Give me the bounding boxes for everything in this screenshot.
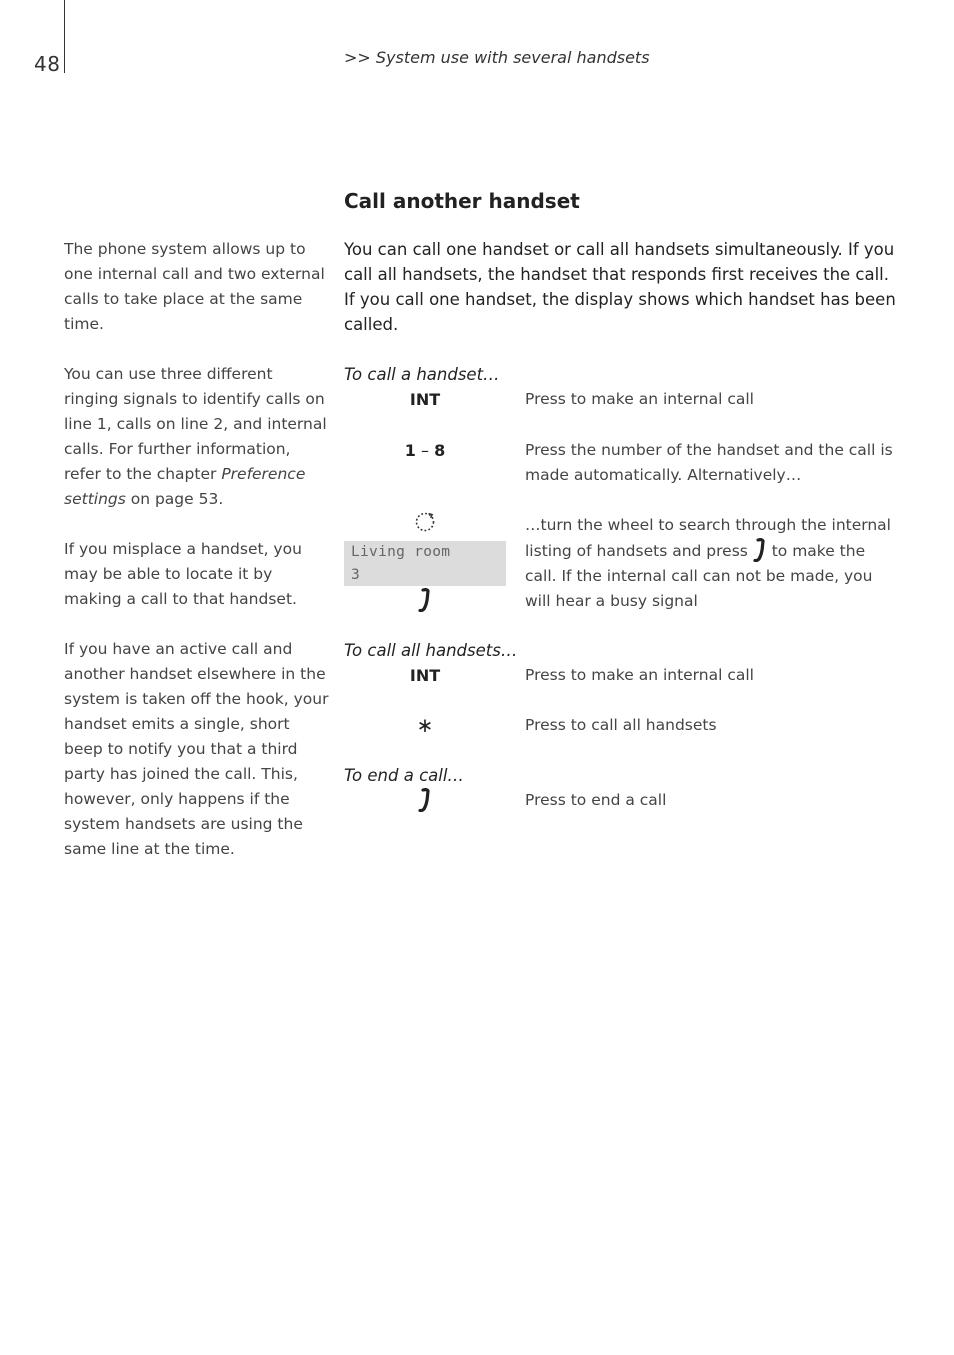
number-key-separator: – (415, 441, 435, 460)
subheading-call-all: To call all handsets… (344, 641, 518, 660)
step-description: Press to make an internal call (525, 390, 754, 408)
step-description-wheel (525, 513, 895, 614)
running-head-prefix: >> (344, 48, 376, 67)
sidebar-text: on page 53. (125, 490, 224, 508)
int-key-label: INT (409, 666, 441, 685)
handset-icon (344, 588, 506, 612)
display-line-1: Living room (351, 544, 451, 560)
number-key-to: 8 (434, 441, 446, 460)
sidebar-paragraph: If you misplace a handset, you may be able to locate it by making a call to that handset. (64, 540, 302, 608)
handset-icon (753, 538, 767, 562)
number-keys (344, 438, 506, 463)
wheel-step-text: to make the call. If the internal call can not be made, you will hear a busy signal (525, 542, 873, 610)
chapter-reference: Preference settings (64, 465, 306, 508)
subheading-call-handset: To call a handset… (344, 365, 500, 384)
int-key (344, 387, 506, 412)
running-head-title: System use with several handsets (375, 48, 650, 67)
intro-paragraph: You can call one handset or call all handsets simultaneously. If you call all handsets, the handset that responds first receives the call. If you call one handset, the display shows which handset has been called. (344, 240, 896, 334)
running-head (344, 48, 650, 67)
handset-icon (344, 788, 506, 812)
int-key-label: INT (409, 390, 441, 409)
sidebar-paragraph: The phone system allows up to one internal call and two external calls to take place at the same time. (64, 240, 325, 333)
step-description: Press the number of the handset and the call is made automatically. Alternatively… (525, 441, 893, 484)
step-description: Press to call all handsets (525, 716, 717, 734)
number-key-from: 1 (404, 441, 416, 460)
star-key-icon: ∗ (416, 713, 434, 737)
wheel-icon (344, 511, 506, 533)
page-number: 48 (34, 52, 61, 76)
display-line-2: 3 (351, 567, 360, 583)
sidebar-text: You can use three different ringing signals to identify calls on line 1, calls on line 2, and internal calls. For further information, refer to the chapter (64, 365, 327, 483)
sidebar-paragraph: If you have an active call and another handset elsewhere in the system is taken off the hook, your handset emits a single, short beep to notify you that a third party has joined the call. This, however, only happens if the system handsets are using the same line at the time. (64, 640, 329, 858)
step-description: Press to make an internal call (525, 666, 754, 684)
wheel-step-text: …turn the wheel to search through the internal listing of handsets and press (525, 516, 891, 560)
subheading-end-call: To end a call… (344, 766, 464, 785)
sidebar-paragraph (64, 362, 330, 512)
handset-display (344, 541, 506, 586)
int-key (344, 663, 506, 688)
margin-rule (64, 0, 65, 73)
section-title: Call another handset (344, 189, 580, 213)
step-description: Press to end a call (525, 791, 667, 809)
sidebar-notes (64, 237, 330, 887)
